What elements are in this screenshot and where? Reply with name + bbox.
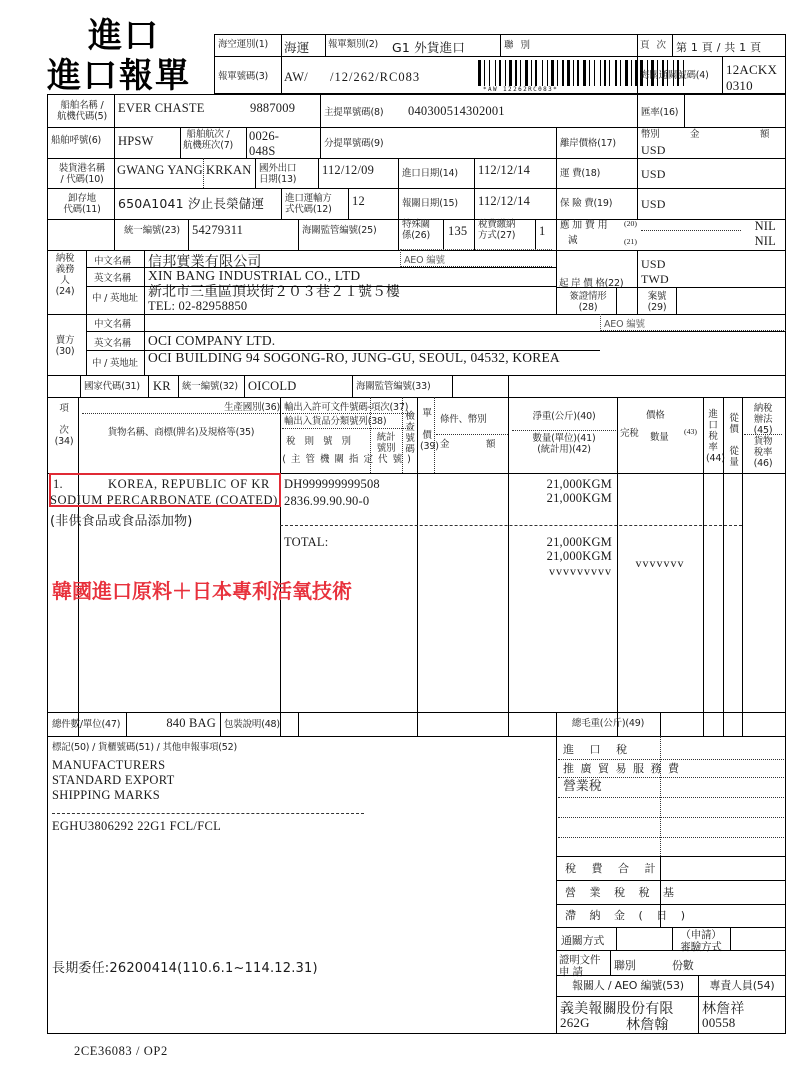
country-code-value: KR	[153, 379, 171, 393]
taxpayer-address-label: 中 / 英地址	[92, 293, 138, 304]
item-permit-no: DH999999999508	[284, 477, 380, 491]
taxpayer-en-name-value: XIN BANG INDUSTRIAL CO., LTD	[148, 268, 361, 283]
ship-name-label: 船舶名稱 / 航機代碼(5)	[56, 100, 108, 122]
taxpayer-en-name-label: 英文名稱	[94, 273, 132, 284]
duty-paid-label: 完稅	[620, 428, 639, 439]
tariff-label: 稅 則 號 別	[286, 436, 355, 447]
pkg-label: 總件數/單位(47)	[52, 719, 121, 730]
item-goods-name: SODIUM PERCARBONATE (COATED)	[50, 493, 278, 507]
marks-long-term: 長期委任:26200414(110.6.1~114.12.31)	[52, 961, 318, 976]
voyage-label: 船舶航次 / 航機班次(7)	[183, 129, 234, 151]
page-value: 第 1 頁 / 共 1 頁	[676, 41, 762, 54]
page-title-line2: 進口報單	[47, 56, 191, 96]
marks-line1: MANUFACTURERS	[52, 758, 166, 772]
taxpayer-address-value: 新北市三重區頂崁街２０３巷２１號５樓	[148, 284, 400, 300]
pkg-value: 840 BAG	[166, 716, 216, 730]
late-fee-label: 滯 納 金 ( 日 )	[565, 909, 691, 922]
qty2-label: 數量	[650, 432, 669, 443]
insurance-currency: USD	[641, 197, 666, 211]
customs-no-label: 海關通關號碼(4)	[640, 70, 709, 81]
fob-label: 離岸價格(17)	[560, 138, 616, 149]
cif-label: 起 岸 價 格(22)	[559, 278, 624, 289]
goods-label: 貨物名稱、商標(牌名)及規格等(35)	[107, 427, 255, 438]
currency-hdr-cur: 幣別	[641, 129, 660, 140]
ship-name-value: EVER CHASTE	[118, 101, 205, 115]
taxpayer-cn-name-value: 信邦實業有限公司	[148, 254, 262, 270]
import-rate-label: 進 口 稅 率 (44)	[706, 409, 725, 464]
amount-label-2: 額	[486, 439, 496, 450]
load-port-value: GWANG YANG	[117, 163, 203, 177]
decl-date-value: 112/12/14	[478, 194, 531, 208]
item-goods-note: (非供食品或食品添加物)	[50, 514, 193, 529]
decl-type-label: 報單類別(2)	[328, 39, 379, 50]
cert-copy-label: 聯別	[614, 959, 636, 972]
uni-no-value: 54279311	[192, 223, 244, 237]
customs-no-value-2: 0310	[726, 78, 753, 93]
voyage-value-1: 0026-	[249, 129, 280, 143]
transport-mode-label: 海空運別(1)	[218, 39, 269, 50]
seller-en-name-label: 英文名稱	[94, 338, 132, 349]
addsub-no-2: (21)	[624, 237, 637, 246]
marks-line3: SHIPPING MARKS	[52, 788, 161, 802]
seller-uni-no-label: 統一編號(32)	[182, 381, 238, 392]
cif-currency-1: USD	[641, 257, 666, 271]
cert-count-label: 份數	[672, 959, 694, 972]
storage-label: 卸存地 代碼(11)	[63, 193, 101, 215]
taxpayer-cn-name-label: 中文名稱	[94, 256, 132, 267]
officer-label: 專責人員(54)	[709, 979, 775, 992]
ship-code-value: 9887009	[250, 101, 296, 115]
qty-label: 數量(單位)(41) (統計用)(42)	[532, 433, 596, 455]
officer-name: 林詹祥	[702, 1001, 745, 1017]
business-tax-label: 營業稅	[563, 779, 602, 794]
decl-date-label: 報關日期(15)	[402, 198, 458, 209]
marks-container: EGHU3806292 22G1 FCL/FCL	[52, 819, 222, 833]
advalorem-label: 從 價 從 量	[729, 413, 739, 468]
visa-label: 簽證情形 (28)	[569, 291, 607, 313]
page-label: 頁 次	[640, 40, 669, 51]
tax-base-label: 營 業 稅 稅 基	[565, 886, 679, 899]
commodity-rate-label: 貨物 稅率 (46)	[753, 436, 773, 469]
addsub-label-2: 減	[568, 235, 578, 246]
country-code-label: 國家代碼(31)	[84, 381, 140, 392]
stat-label: 統計 號別	[376, 432, 396, 454]
price-label: 價格	[646, 410, 665, 421]
export-date-value: 112/12/09	[322, 163, 375, 177]
item-total-mask-2: vvvvvvv	[635, 556, 685, 570]
cif-currency-2: TWD	[641, 272, 669, 286]
decl-no-label: 報單號碼(3)	[218, 71, 269, 82]
barcode-text: *AW 12262RC083*	[483, 86, 559, 93]
exchange-rate-label: 匯率(16)	[641, 107, 679, 118]
storage-value: 650A1041 汐止長榮儲運	[118, 196, 265, 211]
terms-label: 條件、幣別	[440, 414, 487, 425]
export-date-label: 國外出口 日期(13)	[259, 163, 297, 185]
netweight-label: 淨重(公斤)(40)	[532, 411, 596, 422]
transport-code-label: 進口運輸方 式代碼(12)	[285, 193, 332, 215]
addsub-value-1: NIL	[754, 219, 776, 233]
taxpayer-tel-value: TEL: 02-82958850	[148, 299, 248, 313]
item-total-net-weight: 21,000KGM	[546, 535, 612, 549]
seller-aeo-label: AEO 編號	[604, 319, 645, 330]
customs-supervise-label-25: 海關監管編號(25)	[302, 225, 377, 236]
special-rel-label: 特殊關 係(26)	[402, 219, 431, 241]
seq-label: 項 次 (34)	[54, 403, 74, 447]
item-seq: 1.	[53, 477, 63, 491]
transport-mode-value: 海運	[284, 40, 310, 55]
currency-hdr-amt2: 額	[760, 129, 770, 140]
gross-weight-label: 總毛重(公斤)(49)	[571, 718, 645, 729]
seller-address-value: OCI BUILDING 94 SOGONG-RO, JUNG-GU, SEOUL, 04532, KOREA	[148, 350, 560, 365]
import-duty-label: 進 口 稅	[563, 743, 633, 756]
broker-person: 林詹翰	[626, 1017, 669, 1033]
taxpayer-aeo-label: AEO 編號	[404, 255, 445, 266]
review-label: （申請） 審驗方式	[680, 929, 722, 954]
load-port-label: 裝貨港名稱 / 代碼(10)	[58, 163, 106, 185]
freight-currency: USD	[641, 167, 666, 181]
classification-label: 輸出入貨品分類號列(38)	[284, 416, 387, 427]
copy-label: 聯 別	[504, 40, 533, 51]
import-date-value: 112/12/14	[478, 163, 531, 177]
price-no: (43)	[684, 427, 697, 436]
decl-no-value: /12/262/RC083	[330, 70, 421, 84]
taxpayer-section-label: 納稅 義務 人 (24)	[55, 253, 75, 297]
addsub-label-1: 應 加 費 用	[560, 220, 608, 231]
highlight-box	[49, 473, 281, 507]
cert-label: 證明文件 申 請	[559, 954, 601, 979]
promo-annotation: 韓國進口原料＋日本專利活氧技術	[52, 579, 352, 603]
footer-code: 2CE36083 / OP2	[74, 1044, 168, 1058]
tax-pay-value: 1	[539, 224, 546, 238]
call-sign-value: HPSW	[118, 134, 154, 148]
master-bl-value: 040300514302001	[408, 104, 505, 118]
insurance-label: 保 險 費(19)	[560, 198, 613, 209]
pkg-desc-label: 包裝說明(48)	[224, 719, 280, 730]
master-bl-label: 主提單號碼(8)	[324, 107, 384, 118]
marks-label: 標記(50) / 貨櫃號碼(51) / 其他申報事項(52)	[52, 742, 237, 753]
seller-uni-no-value: OICOLD	[248, 379, 297, 393]
uni-no-label: 統一編號(23)	[124, 225, 180, 236]
customs-no-value-1: 12ACKX	[726, 62, 778, 77]
decl-type-value: G1 外貨進口	[392, 40, 466, 55]
broker-name: 義美報關股份有限	[560, 1001, 674, 1017]
seller-en-name-value: OCI COMPANY LTD.	[148, 333, 276, 348]
addsub-value-2: NIL	[754, 234, 776, 248]
total-tax-label: 稅 費 合 計	[565, 862, 662, 875]
tax-method-label: 納稅 辦法 (45)	[753, 403, 773, 436]
seller-cn-name-label: 中文名稱	[94, 319, 132, 330]
seller-section-label: 賣方 (30)	[55, 335, 75, 357]
broker-label: 報關人 / AEO 編號(53)	[572, 979, 684, 992]
item-tariff-no: 2836.99.90.90-0	[284, 494, 370, 508]
transport-code-value: 12	[352, 194, 365, 208]
seller-address-label: 中 / 英地址	[92, 358, 138, 369]
origin-label: 生產國別(36)	[224, 402, 280, 413]
item-total-label: TOTAL:	[284, 535, 329, 549]
item-quantity: 21,000KGM	[546, 491, 612, 505]
broker-code: 262G	[560, 1015, 590, 1030]
addsub-no-1: (20)	[624, 219, 637, 228]
page-title-line1: 進口	[88, 16, 160, 56]
item-net-weight: 21,000KGM	[546, 477, 612, 491]
freight-label: 運 費(18)	[560, 168, 601, 179]
amount-label-1: 金	[440, 439, 450, 450]
load-port-code: KRKAN	[206, 163, 252, 177]
officer-code: 00558	[702, 1015, 736, 1030]
marks-line2: STANDARD EXPORT	[52, 773, 175, 787]
voyage-value-2: 048S	[249, 144, 276, 158]
authority-label: ( 主 管 機 關 指 定 代 號 )	[282, 454, 412, 465]
item-origin: KOREA, REPUBLIC OF KR	[108, 477, 270, 491]
special-rel-value: 135	[448, 224, 468, 238]
decl-no-prefix: AW/	[284, 70, 308, 84]
fob-currency: USD	[641, 143, 666, 157]
inspect-label: 檢 查 號 碼	[405, 411, 415, 455]
tax-pay-label: 稅費繳納 方式(27)	[478, 219, 516, 241]
case-no-label: 案號 (29)	[647, 291, 667, 313]
item-total-quantity: 21,000KGM	[546, 549, 612, 563]
unit-label: 單 價 (39)	[420, 408, 439, 452]
call-sign-label: 船舶呼號(6)	[51, 135, 102, 146]
item-total-mask-1: vvvvvvvvv	[549, 564, 612, 578]
customs-supervise-label-33: 海關監管編號(33)	[356, 381, 431, 392]
clearance-label: 通關方式	[561, 934, 605, 947]
promotion-fee-label: 推 廣 貿 易 服 務 費	[563, 762, 681, 775]
permit-label: 輸出入許可文件號碼-項次(37)	[284, 402, 409, 413]
house-bl-label: 分提單號碼(9)	[324, 138, 384, 149]
currency-hdr-amt: 金	[690, 129, 700, 140]
import-date-label: 進口日期(14)	[402, 168, 458, 179]
